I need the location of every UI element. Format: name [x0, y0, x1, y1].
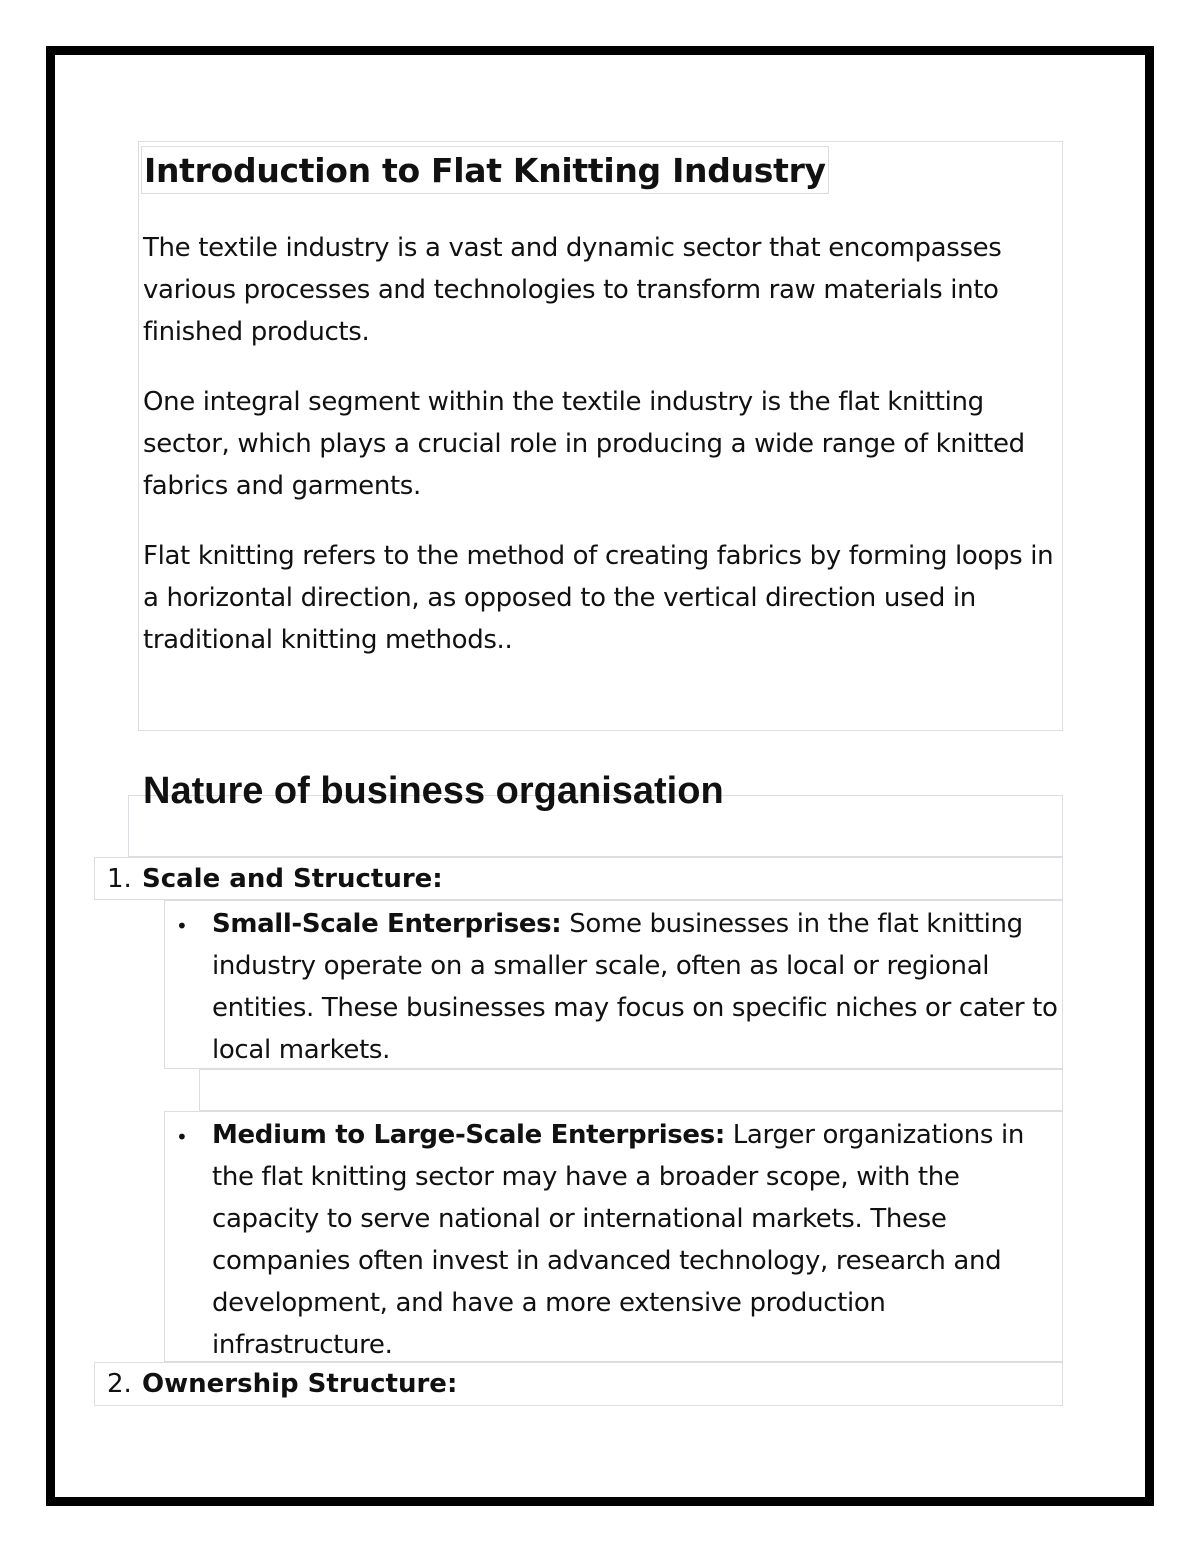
bullet-icon: •	[176, 914, 188, 938]
intro-paragraph: One integral segment within the textile industry is the flat knitting sector, which plays a crucial role in producing a wide range of knitted fabrics and garments.	[143, 387, 1025, 501]
bullet-item	[212, 1114, 1062, 1366]
intro-paragraph: The textile industry is a vast and dynamic sector that encompasses various processes and technologies to transform raw materials into finished products.	[143, 233, 1002, 347]
list-item	[94, 857, 1063, 900]
intro-paragraph: Flat knitting refers to the method of creating fabrics by forming loops in a horizontal direction, as opposed to the vertical direction used in traditional knitting methods..	[143, 541, 1054, 655]
bullet-icon: •	[176, 1125, 188, 1149]
bullet-text: Some businesses in the flat knitting industry operate on a smaller scale, often as local or regional entities. These businesses may focus on specific niches or cater to local markets.	[212, 909, 1058, 1065]
bullet-item	[212, 903, 1062, 1071]
list-item	[94, 1362, 1063, 1406]
list-heading: Scale and Structure:	[142, 864, 443, 894]
list-number: 2.	[107, 1369, 132, 1399]
list-heading: Ownership Structure:	[142, 1369, 458, 1399]
bullet-label: Small-Scale Enterprises:	[212, 909, 562, 939]
empty-row	[199, 1069, 1063, 1111]
list-number: 1.	[107, 864, 132, 894]
bullet-label: Medium to Large-Scale Enterprises:	[212, 1120, 725, 1150]
bullet-text: Larger organizations in the flat knitting sector may have a broader scope, with the capacity to serve national or international markets. These companies often invest in advanced technology, research and development, and have a more extensive production infrastructure.	[212, 1120, 1025, 1360]
nature-title: Nature of business organisation	[143, 770, 724, 812]
intro-title: Introduction to Flat Knitting Industry	[141, 146, 829, 194]
